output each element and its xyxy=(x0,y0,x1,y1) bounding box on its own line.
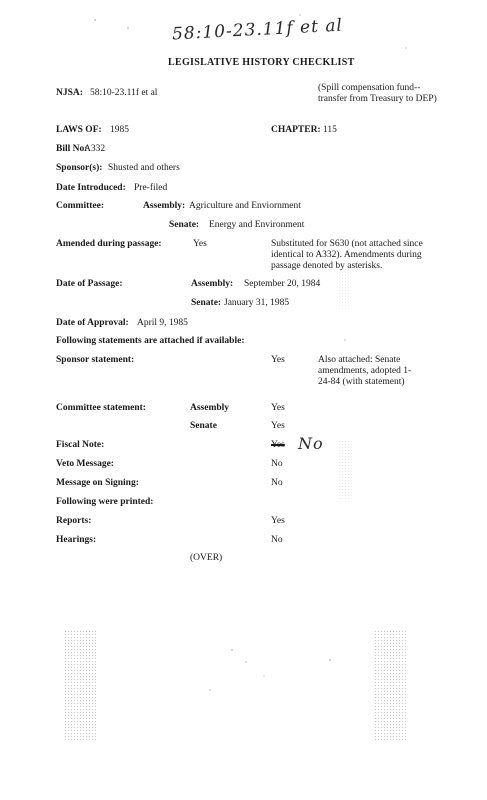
veto-message-value: No xyxy=(271,459,283,469)
fiscal-note-handwritten: No xyxy=(298,434,324,453)
date-introduced-label: Date Introduced: xyxy=(56,183,126,193)
committee-statement-label: Committee statement: xyxy=(56,403,146,413)
message-on-signing-value: No xyxy=(271,478,283,488)
amended-note: Substituted for S630 (not attached since identical to A332). Amendments during passage denoted by asterisks. xyxy=(271,239,423,271)
committee-statement-assembly-label: Assembly xyxy=(190,403,230,413)
sponsor-statement-note: Also attached: Senate amendments, adopted 1-24-84 (with statement) xyxy=(318,355,412,387)
amended-label: Amended during passage: xyxy=(56,239,162,249)
amended-value: Yes xyxy=(193,239,207,249)
passage-senate-label: Senate: xyxy=(191,298,222,308)
sponsors-label: Sponsor(s): xyxy=(56,163,103,173)
approval-value: April 9, 1985 xyxy=(137,318,188,328)
njsa-value: 58:10-23.11f et al xyxy=(90,88,158,98)
chapter-value: 115 xyxy=(323,125,337,135)
committee-assembly-value: Agriculture and Enviornment xyxy=(189,201,301,211)
committee-statement-senate-value: Yes xyxy=(271,421,285,431)
committee-assembly-label: Assembly: xyxy=(143,201,186,211)
passage-assembly-label: Assembly: xyxy=(191,279,234,289)
handwritten-header: 58:10-23.11f et al xyxy=(171,15,344,45)
veto-message-label: Veto Message: xyxy=(56,459,114,469)
committee-senate-value: Energy and Environment xyxy=(209,220,305,230)
hearings-label: Hearings: xyxy=(56,535,97,545)
following-statements-heading: Following statements are attached if available: xyxy=(56,336,245,346)
chapter-label: CHAPTER: xyxy=(271,125,321,135)
following-printed-heading: Following were printed: xyxy=(56,497,154,507)
passage-assembly-value: September 20, 1984 xyxy=(244,279,321,289)
fiscal-note-label: Fiscal Note: xyxy=(56,440,105,450)
committee-statement-assembly-value: Yes xyxy=(271,403,285,413)
message-on-signing-label: Message on Signing: xyxy=(56,478,139,488)
sponsors-value: Shusted and others xyxy=(108,163,180,173)
date-introduced-value: Pre-filed xyxy=(134,183,168,193)
approval-label: Date of Approval: xyxy=(56,318,129,328)
fiscal-note-value: Yes xyxy=(271,440,285,450)
over-note: (OVER) xyxy=(190,553,223,563)
reports-label: Reports: xyxy=(56,516,92,526)
reports-value: Yes xyxy=(271,516,285,526)
committee-label: Committee: xyxy=(56,201,105,211)
committee-senate-label: Senate: xyxy=(169,220,200,230)
sponsor-statement-value: Yes xyxy=(271,355,285,365)
committee-statement-senate-label: Senate xyxy=(190,421,217,431)
njsa-label: NJSA: xyxy=(56,88,83,98)
bill-no-value: A332 xyxy=(84,144,106,154)
hearings-value: No xyxy=(271,535,283,545)
passage-label: Date of Passage: xyxy=(56,279,123,289)
laws-of-value: 1985 xyxy=(110,125,129,135)
njsa-note: (Spill compensation fund--transfer from Treasury to DEP) xyxy=(318,83,437,104)
passage-senate-value: January 31, 1985 xyxy=(224,298,290,308)
document-title: LEGISLATIVE HISTORY CHECKLIST xyxy=(168,57,355,68)
bill-no-label: Bill No: xyxy=(56,144,88,154)
laws-of-label: LAWS OF: xyxy=(56,125,102,135)
sponsor-statement-label: Sponsor statement: xyxy=(56,355,135,365)
